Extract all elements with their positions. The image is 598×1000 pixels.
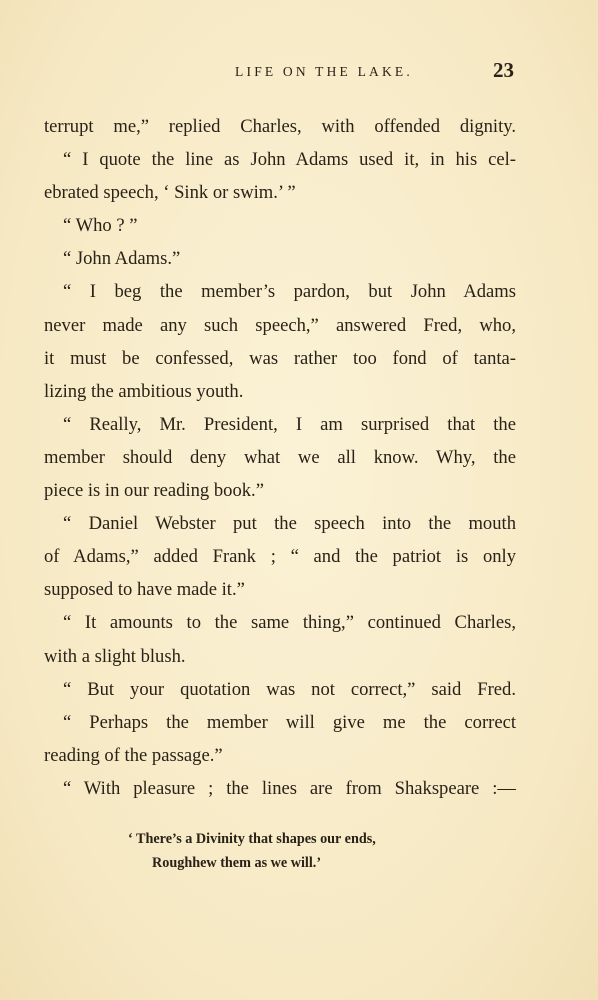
text-line: “ It amounts to the same thing,” continued Charles, [63, 612, 516, 634]
text-line: terrupt me,” replied Charles, with offended dignity. [44, 116, 516, 137]
text-line: “ Really, Mr. President, I am surprised that the [63, 413, 516, 435]
running-title: LIFE ON THE LAKE. [235, 64, 413, 79]
text-line: ebrated speech, ‘ Sink or swim.’ ” [44, 182, 296, 204]
running-head [44, 60, 514, 86]
text-line: member should deny what we all know. Why, the [44, 446, 516, 468]
verse-quotation [0, 827, 598, 875]
text-line: “ Who ? ” [63, 215, 138, 237]
text-line: “ Daniel Webster put the speech into the mouth [63, 513, 516, 535]
text-line: of Adams,” added Frank ; “ and the patriot is only [44, 546, 516, 568]
page-number: 23 [493, 58, 514, 82]
text-line: “ I beg the member’s pardon, but John Adams [63, 281, 516, 303]
verse-line: Roughhew them as we will.’ [152, 855, 322, 871]
text-line: “ With pleasure ; the lines are from Shakspeare :— [63, 777, 516, 799]
text-line: reading of the passage.” [44, 744, 223, 766]
text-line: never made any such speech,” answered Fred, who, [44, 314, 516, 336]
text-line: it must be confessed, was rather too fond of tanta- [44, 347, 516, 369]
text-line: piece is in our reading book.” [44, 480, 264, 502]
body-text [44, 110, 516, 805]
text-line: with a slight blush. [44, 645, 186, 667]
text-line: “ Perhaps the member will give me the correct [63, 711, 516, 733]
text-line: “ But your quotation was not correct,” said Fred. [63, 678, 516, 700]
verse-line: ‘ There’s a Divinity that shapes our ends, [128, 831, 376, 847]
text-line: lizing the ambitious youth. [44, 380, 244, 402]
text-line: “ I quote the line as John Adams used it, in his cel- [63, 149, 516, 171]
text-line: supposed to have made it.” [44, 579, 245, 601]
text-line: “ John Adams.” [63, 248, 181, 270]
